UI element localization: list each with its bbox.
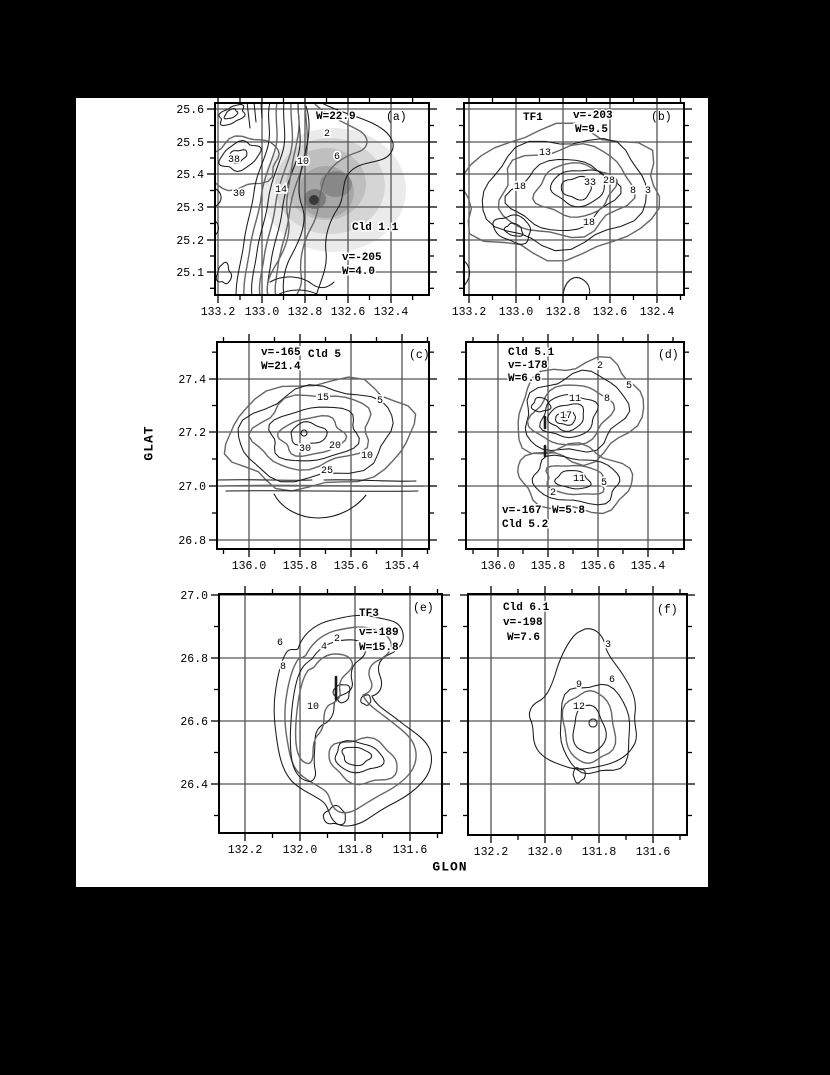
contour-level-label: 9 [575,680,583,691]
panel-annotation: W=7.6 [507,632,541,644]
glat-axis-label: GLAT [141,425,157,461]
panel-annotation: TF1 [523,112,543,124]
panel-letter: (b) [651,111,672,124]
panel-annotation: v=-167 [502,505,542,517]
x-tick-label: 132.2 [227,844,263,857]
y-tick-label: 27.4 [178,374,206,387]
y-tick-label: 25.4 [176,169,204,182]
contour-level-label: 8 [603,394,611,405]
x-tick-label: 131.6 [392,844,428,857]
contour-level-label: 28 [602,176,616,187]
panel-annotation: W=21.4 [261,361,301,373]
x-tick-label: 136.0 [231,560,267,573]
contour-level-label: 12 [572,702,586,713]
y-tick-label: 27.0 [178,481,206,494]
panel-annotation: W=6.6 [508,373,542,385]
x-tick-label: 132.8 [287,306,323,319]
panel-letter: (e) [413,602,434,615]
contour-level-label: 20 [328,441,342,452]
contour-level-label: 25 [320,466,334,477]
x-tick-label: 132.6 [592,306,628,319]
y-tick-label: 26.8 [178,535,206,548]
panel-e [180,590,443,857]
y-tick-label: 26.6 [180,716,208,729]
panel-c-axes [178,341,430,573]
panel-letter: (d) [658,349,679,362]
panel-f [467,593,688,859]
panel-annotation: v=-165 [261,347,301,359]
panel-letter: (f) [657,604,678,617]
panel-annotation: Cld 5.2 [502,519,549,531]
panel-d [465,341,685,573]
panel-annotation: W=22.9 [316,111,356,123]
x-tick-label: 132.0 [527,846,563,859]
panel-annotation: W=15.8 [359,642,399,654]
panel-f-axes [467,593,688,859]
y-tick-label: 25.5 [176,137,204,150]
panel-annotation: v=-189 [359,627,399,639]
x-tick-label: 135.8 [530,560,566,573]
x-tick-label: 135.4 [630,560,666,573]
y-tick-label: 26.4 [180,779,208,792]
y-tick-label: 26.8 [180,653,208,666]
contour-level-label: 10 [296,157,310,168]
panel-annotation: W=4.0 [342,266,376,278]
panel-letter: (a) [386,111,407,124]
x-tick-label: 133.2 [451,306,487,319]
contour-level-label: 5 [376,396,384,407]
panel-e-axes [180,590,443,857]
contour-level-label: 18 [513,182,527,193]
panel-annotation: v=-205 [342,252,382,264]
x-tick-label: 135.4 [384,560,420,573]
y-tick-label: 27.2 [178,427,206,440]
panel-a-axes [176,102,430,319]
contour-level-label: 10 [306,702,320,713]
panel-annotation: Cld 5 [308,349,342,361]
contour-level-label: 6 [276,638,284,649]
panel-c [178,341,430,573]
contour-level-label: 17 [559,411,573,422]
x-tick-label: 132.4 [639,306,675,319]
y-tick-label: 25.3 [176,202,204,215]
panel-annotation: Cld 5.1 [508,347,555,359]
x-tick-label: 132.0 [282,844,318,857]
x-tick-label: 132.6 [330,306,366,319]
figure-plate [76,98,708,887]
x-tick-label: 133.2 [200,306,236,319]
panel-annotation: W=5.8 [552,505,586,517]
y-tick-label: 25.2 [176,235,204,248]
x-tick-label: 136.0 [480,560,516,573]
contour-level-label: 3 [604,640,612,651]
panel-letter: (c) [409,349,430,362]
contour-level-label: 11 [568,394,582,405]
panel-annotation: TF3 [359,608,379,620]
x-tick-label: 132.4 [373,306,409,319]
contour-level-label: 38 [227,155,241,166]
x-tick-label: 132.8 [545,306,581,319]
x-tick-label: 135.8 [282,560,318,573]
y-tick-label: 27.0 [180,590,208,603]
contour-level-label: 8 [279,662,287,673]
panel-b-axes [451,102,685,319]
contour-level-label: 4 [320,642,328,653]
x-tick-label: 132.2 [473,846,509,859]
contour-level-label: 2 [333,634,341,645]
x-tick-label: 133.0 [498,306,534,319]
x-tick-label: 131.8 [337,844,373,857]
contour-level-label: 30 [232,189,246,200]
contour-level-label: 8 [629,186,637,197]
contour-level-label: 14 [274,185,288,196]
contour-level-label: 15 [316,393,330,404]
contour-level-label: 5 [625,381,633,392]
contour-level-label: 2 [323,129,331,140]
contour-level-label: 6 [333,152,341,163]
x-tick-label: 135.6 [580,560,616,573]
panel-a [176,102,430,319]
panel-annotation: W=9.5 [575,124,609,136]
x-tick-label: 133.0 [244,306,280,319]
y-tick-label: 25.6 [176,104,204,117]
panel-annotation: v=-178 [508,360,548,372]
contour-level-label: 11 [572,474,586,485]
contour-level-label: 33 [583,178,597,189]
x-tick-label: 131.8 [581,846,617,859]
contour-level-label: 18 [582,218,596,229]
panel-annotation: v=-203 [573,110,613,122]
contour-level-label: 30 [298,444,312,455]
contour-level-label: 6 [608,675,616,686]
panel-b [451,102,685,319]
contour-level-label: 13 [538,148,552,159]
contour-level-label: 2 [596,361,604,372]
contour-level-label: 10 [360,451,374,462]
contour-level-label: 5 [600,478,608,489]
x-tick-label: 135.6 [333,560,369,573]
panel-annotation: Cld 6.1 [503,602,550,614]
panel-annotation: v=-198 [503,617,543,629]
contour-level-label: 3 [644,186,652,197]
panel-annotation: Cld 1.1 [352,222,399,234]
x-tick-label: 131.6 [635,846,671,859]
contour-level-label: 2 [549,488,557,499]
glon-axis-label: GLON [432,859,468,875]
panel-d-axes [465,341,685,573]
y-tick-label: 25.1 [176,267,204,280]
